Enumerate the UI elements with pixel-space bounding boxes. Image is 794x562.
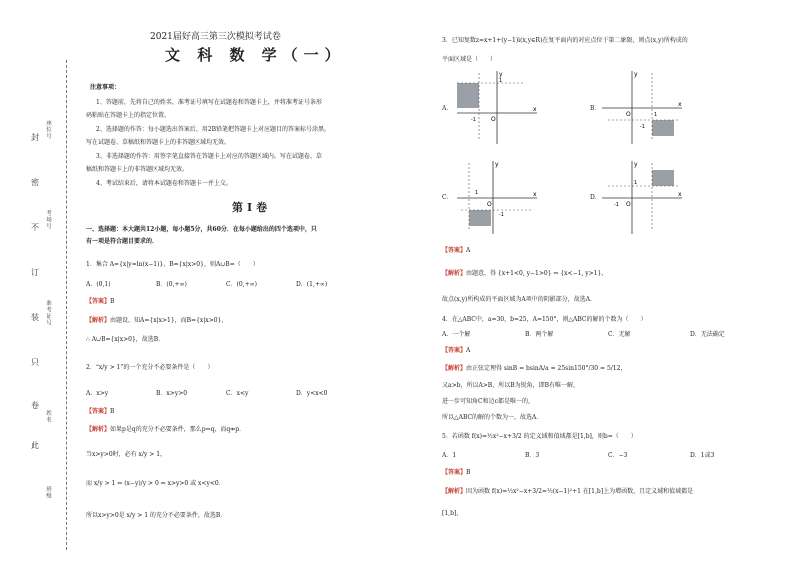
binding-char: 只 bbox=[31, 358, 39, 367]
option[interactable]: A．1 bbox=[442, 452, 457, 459]
part-intro: 有一项是符合题目要求的． bbox=[86, 238, 159, 245]
analysis-label: 【解析】 bbox=[86, 317, 111, 324]
option[interactable]: A．(0,1) bbox=[86, 281, 111, 288]
seat-number-field[interactable]: 座位号 bbox=[45, 120, 51, 140]
svg-text:x: x bbox=[533, 106, 537, 113]
binding-char: 不 bbox=[31, 223, 39, 232]
option[interactable]: D．(1,+∞) bbox=[296, 281, 328, 288]
class-field[interactable]: 班级 bbox=[45, 486, 51, 499]
answer-label: 【答案】 bbox=[442, 469, 467, 476]
svg-text:y: y bbox=[634, 161, 638, 168]
analysis-text: 而 x/y > 1 ⇔ (x−y)/y > 0 ⇔ x>y>0 或 x<y<0． bbox=[86, 480, 225, 487]
section-heading: 第Ⅰ卷 bbox=[232, 201, 272, 214]
binding-char: 封 bbox=[31, 133, 39, 142]
analysis-text: 所以△ABC的解的个数为一，故选A． bbox=[442, 414, 543, 421]
option[interactable]: D． bbox=[590, 194, 601, 201]
svg-text:O: O bbox=[626, 201, 631, 208]
option[interactable]: B．x>y>0 bbox=[156, 390, 188, 397]
svg-text:O: O bbox=[626, 111, 631, 118]
analysis-text: 由正弦定理得 sinB = bsinA/a = 25sin150°/30 = 5/12， bbox=[466, 365, 627, 372]
option[interactable]: D．1或3 bbox=[690, 452, 715, 459]
binding-char: 订 bbox=[31, 268, 39, 277]
notice-line: 1、答题前，先将自己的姓名、准考证号填写在试题卷和答题卡上，并将准考证号条形 bbox=[96, 99, 322, 106]
part-intro: 一、选择题：本大题共12小题，每小题5分，共60分．在每小题给出的四个选项中，只 bbox=[86, 226, 317, 233]
binding-char: 卷 bbox=[31, 401, 39, 410]
answer-value: B bbox=[110, 408, 115, 415]
option[interactable]: B．3 bbox=[525, 452, 540, 459]
svg-text:1: 1 bbox=[499, 78, 503, 84]
notice-line: 3、非选择题的作答：用签字笔直接答在答题卡上对应的答题区域内。写在试题卷、草 bbox=[96, 153, 322, 160]
option[interactable]: D．y<x<0 bbox=[296, 390, 328, 397]
analysis-label: 【解析】 bbox=[442, 488, 467, 495]
analysis-text: 又a>b，所以A>B，所以B为锐角，即B有唯一解， bbox=[442, 382, 580, 389]
admission-number-field[interactable]: 准考证号 bbox=[45, 300, 51, 326]
analysis-text: 当x>y>0时，必有 x/y > 1， bbox=[86, 451, 167, 458]
svg-text:y: y bbox=[495, 161, 499, 168]
answer-value: A bbox=[466, 247, 471, 254]
analysis-text: 进一步可知角C和边c都是唯一的， bbox=[442, 398, 534, 405]
option[interactable]: C．无解 bbox=[608, 331, 631, 338]
notice-line: 写在试题卷、草稿纸和答题卡上的非答题区域均无效。 bbox=[86, 139, 231, 146]
svg-text:-1: -1 bbox=[499, 212, 504, 218]
region-plot-a bbox=[455, 68, 540, 146]
analysis-text: 由题设，知A={x|x>1}，而B={x|x>0}， bbox=[110, 317, 228, 324]
exam-title: 2021届好高三第三次模拟考试卷 bbox=[150, 32, 281, 42]
option[interactable]: B． bbox=[590, 105, 601, 112]
notice-line: 码粘贴在答题卡上的指定位置。 bbox=[86, 112, 171, 119]
question-stem: 4．在△ABC中，a=30，b=25，A=150°，则△ABC的解的个数为（ ） bbox=[442, 316, 647, 323]
question-stem: 平面区域是（ ） bbox=[442, 56, 497, 63]
option[interactable]: B．(0,+∞) bbox=[156, 281, 187, 288]
question-stem: 3．已知复数z=x+1+(y−1)i(x,y∈R)在复平面内的对应点位于第二象限，则点(x,y)所构成的 bbox=[442, 37, 688, 44]
region-plot-d bbox=[600, 158, 685, 236]
analysis-text: 由题意，得 {x+1<0, y−1>0} ⇒ {x<−1, y>1}， bbox=[466, 270, 608, 277]
svg-text:y: y bbox=[634, 71, 638, 78]
binding-line bbox=[66, 60, 67, 550]
svg-text:1: 1 bbox=[475, 190, 479, 196]
binding-char: 此 bbox=[31, 441, 39, 450]
svg-text:-1: -1 bbox=[471, 117, 476, 123]
option[interactable]: A． bbox=[442, 105, 453, 112]
notice-line: 4、考试结束后，请将本试题卷和答题卡一并上交。 bbox=[96, 180, 232, 187]
svg-text:1: 1 bbox=[634, 180, 638, 186]
svg-text:O: O bbox=[487, 201, 492, 208]
analysis-label: 【解析】 bbox=[442, 365, 467, 372]
svg-text:x: x bbox=[678, 101, 682, 108]
svg-text:y: y bbox=[499, 71, 503, 78]
svg-text:x: x bbox=[533, 191, 537, 198]
question-stem: 2．“x/y > 1”的一个充分不必要条件是（ ） bbox=[86, 364, 214, 371]
answer-label: 【答案】 bbox=[442, 247, 467, 254]
svg-text:O: O bbox=[491, 116, 496, 123]
analysis-text: 如果p是q的充分不必要条件，那么p⇒q，而q⇏p． bbox=[110, 426, 246, 433]
analysis-label: 【解析】 bbox=[442, 270, 467, 277]
binding-char: 装 bbox=[31, 313, 39, 322]
region-plot-c bbox=[455, 158, 540, 236]
region-plot-b bbox=[600, 68, 685, 146]
analysis-text: 因为函数 f(x)=½x²−x+3/2=½(x−1)²+1 在[1,b]上为增函数，且定义域和值域都是 bbox=[466, 488, 694, 495]
answer-label: 【答案】 bbox=[86, 298, 111, 305]
option[interactable]: A．x>y bbox=[86, 390, 109, 397]
option[interactable]: C． bbox=[442, 194, 453, 201]
option[interactable]: D．无法确定 bbox=[690, 331, 725, 338]
analysis-text: ∴ A∪B={x|x>0}，故选B． bbox=[86, 336, 165, 343]
option[interactable]: C．−3 bbox=[608, 452, 628, 459]
binding-char: 密 bbox=[31, 178, 39, 187]
question-stem: 5．若函数 f(x)=½x²−x+3/2 的定义域和值域都是[1,b]，则b=（ ） bbox=[442, 433, 637, 440]
analysis-label: 【解析】 bbox=[86, 426, 111, 433]
exam-room-field[interactable]: 考场号 bbox=[45, 210, 51, 230]
answer-value: B bbox=[466, 469, 471, 476]
svg-text:-1: -1 bbox=[614, 202, 619, 208]
option[interactable]: B．两个解 bbox=[525, 331, 554, 338]
notice-line: 稿纸和答题卡上的非答题区域均无效。 bbox=[86, 166, 189, 173]
notice-heading: 注意事项： bbox=[90, 84, 121, 91]
notice-line: 2、选择题的作答：每小题选出答案后，用2B铅笔把答题卡上对应题目的答案标号涂黑， bbox=[96, 126, 331, 133]
svg-text:x: x bbox=[678, 191, 682, 198]
question-stem: 1．集合 A={x|y=ln(x−1)}，B={x|x>0}，则A∪B=（ ） bbox=[86, 261, 259, 268]
name-field[interactable]: 姓名 bbox=[45, 410, 51, 423]
analysis-text: 所以x>y>0是 x/y > 1 的充分不必要条件，故选B． bbox=[86, 512, 227, 519]
option[interactable]: A．一个解 bbox=[442, 331, 471, 338]
answer-value: A bbox=[466, 347, 471, 354]
answer-value: B bbox=[110, 298, 115, 305]
option[interactable]: C．(0,+∞) bbox=[226, 281, 258, 288]
analysis-text: [1,b]， bbox=[442, 510, 463, 517]
answer-label: 【答案】 bbox=[86, 408, 111, 415]
answer-label: 【答案】 bbox=[442, 347, 467, 354]
svg-text:-1: -1 bbox=[640, 124, 645, 130]
analysis-text: 故点(x,y)所构成的平面区域为A项中的阴影部分，故选A． bbox=[442, 296, 597, 303]
svg-text:1: 1 bbox=[654, 112, 658, 118]
subject-title: 文 科 数 学（一） bbox=[165, 46, 346, 64]
option[interactable]: C．x<y bbox=[226, 390, 249, 397]
